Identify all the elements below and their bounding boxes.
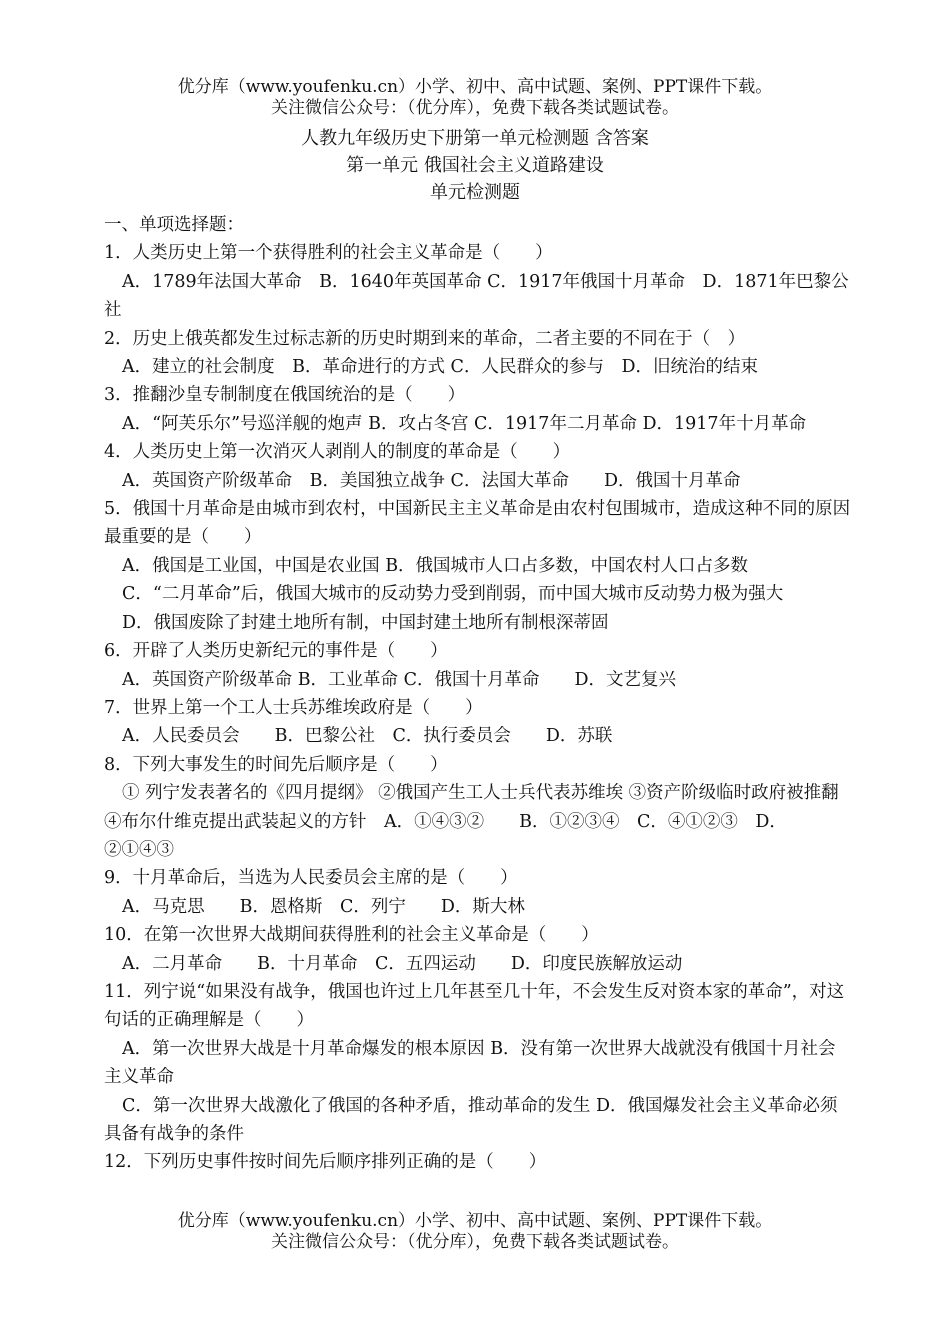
answer-options: A．建立的社会制度 B．革命进行的方式 C．人民群众的参与 D．旧统治的结束 [122,357,758,378]
answer-options: A．第一次世界大战是十月革命爆发的根本原因 B．没有第一次世界大战就没有俄国十月社会主义革命 [104,1038,836,1088]
document-title: 人教九年级历史下册第一单元检测题 含答案 [301,128,649,149]
answer-options: C．“二月革命”后，俄国大城市的反动势力受到削弱，而中国大城市反动势力极为强大 [122,584,784,605]
answer-options: A．“阿芙乐尔”号巡洋舰的炮声 B．攻占冬宫 C．1917年二月革命 D．1917年十月革命 [122,413,807,434]
unit-title: 第一单元 俄国社会主义道路建设 [346,155,604,176]
footer-line-2: 关注微信公众号：（优分库），免费下载各类试题试卷。 [271,1232,679,1252]
answer-options: A．英国资产阶级革命 B．工业革命 C．俄国十月革命 D．文艺复兴 [122,669,677,690]
section-heading: 一、单项选择题： [104,215,244,235]
question-stem: 10．在第一次世界大战期间获得胜利的社会主义革命是（ ） [104,925,599,946]
question-stem: 9．十月革命后，当选为人民委员会主席的是（ ） [104,868,518,889]
page-footer [0,1211,950,1253]
answer-options: A．1789年法国大革命 B．1640年英国革命 C．1917年俄国十月革命 D．1871年巴黎公社 [104,271,849,321]
question-stem: 5．俄国十月革命是由城市到农村，中国新民主主义革命是由农村包围城市，造成这种不同的原因最重要的是（ ） [104,499,851,548]
question-stem: 2．历史上俄英都发生过标志新的历史时期到来的革命，二者主要的不同在于（ ） [104,328,746,349]
question-stem: 4．人类历史上第一次消灭人剥削人的制度的革命是（ ） [104,442,571,463]
page-header [0,77,950,119]
question-stem: 3．推翻沙皇专制制度在俄国统治的是（ ） [104,385,466,406]
question-stem: 8．下列大事发生的时间先后顺序是（ ） [104,754,448,775]
question-stem: 12．下列历史事件按时间先后顺序排列正确的是（ ） [104,1152,547,1173]
answer-options: D．俄国废除了封建土地所有制，中国封建土地所有制根深蒂固 [122,612,609,633]
answer-options: A．二月革命 B．十月革命 C．五四运动 D．印度民族解放运动 [122,953,683,974]
answer-options: A．英国资产阶级革命 B．美国独立战争 C．法国大革命 D．俄国十月革命 [122,470,741,491]
answer-options: A．人民委员会 B．巴黎公社 C．执行委员会 D．苏联 [122,726,613,747]
question-stem: 1．人类历史上第一个获得胜利的社会主义革命是（ ） [104,243,553,264]
answer-options: A．马克思 B．恩格斯 C．列宁 D．斯大林 [122,896,525,917]
sub-title: 单元检测题 [430,182,520,203]
answer-options: C．第一次世界大战激化了俄国的各种矛盾，推动革命的发生 D．俄国爆发社会主义革命必须具备有战争的条件 [104,1095,838,1144]
question-body [104,211,852,1177]
answer-options: A．俄国是工业国，中国是农业国 B．俄国城市人口占多数，中国农村人口占多数 [122,555,749,576]
header-line-1: 优分库（www.youfenku.cn）小学、初中、高中试题、案例、PPT课件下载。 [177,77,773,97]
footer-line-1: 优分库（www.youfenku.cn）小学、初中、高中试题、案例、PPT课件下载。 [177,1211,773,1231]
question-stem: 11．列宁说“如果没有战争，俄国也许过上几年甚至几十年，不会发生反对资本家的革命”，对这句话的正确理解是（ ） [104,981,845,1031]
title-block [0,125,950,206]
header-line-2: 关注微信公众号：（优分库），免费下载各类试题试卷。 [271,98,679,118]
question-stem: 7．世界上第一个工人士兵苏维埃政府是（ ） [104,697,483,718]
question-stem: 6．开辟了人类历史新纪元的事件是（ ） [104,641,448,662]
answer-options: ① 列宁发表著名的《四月提纲》 ②俄国产生工人士兵代表苏维埃 ③资产阶级临时政府被推翻 ④布尔什维克提出武装起义的方针 A．①④③② B．①②③④ C．④①②③ D．②①④③ [104,783,839,860]
